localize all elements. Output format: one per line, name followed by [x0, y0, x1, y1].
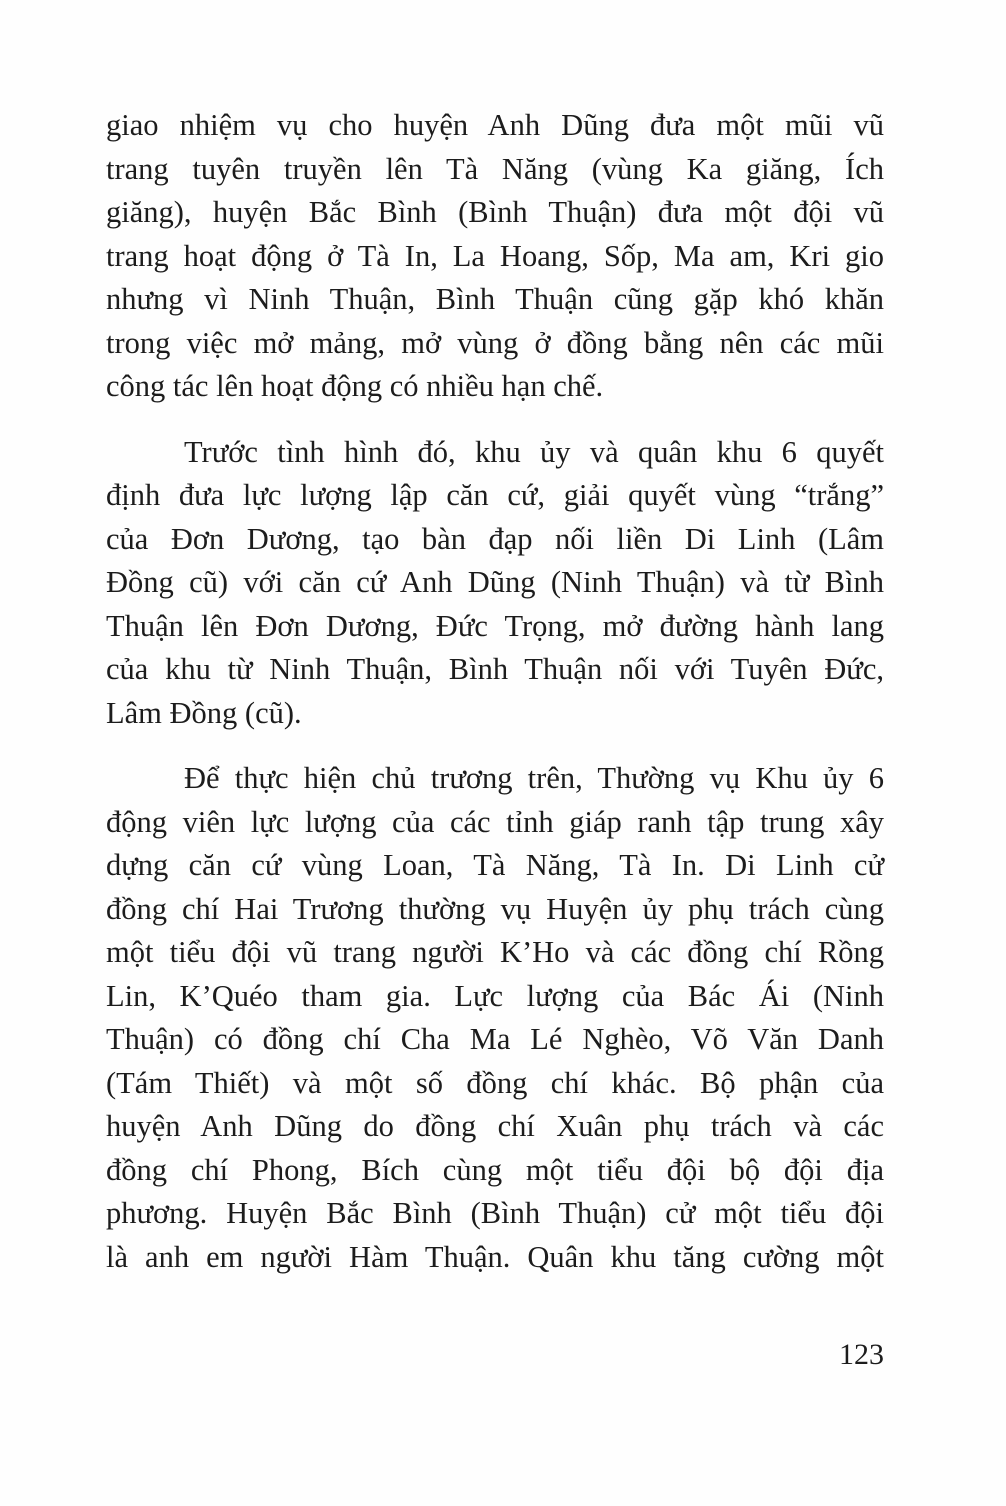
- paragraph-spacer: [106, 409, 884, 431]
- text-line: một tiểu đội vũ trang người K’Ho và các đồng chí Rồng: [106, 935, 884, 969]
- text-line: nhưng vì Ninh Thuận, Bình Thuận cũng gặp khó khăn: [106, 282, 884, 316]
- text-line: trang tuyên truyền lên Tà Năng (vùng Ka giăng, Ích: [106, 151, 884, 186]
- text-line: là anh em người Hàm Thuận. Quân khu tăng cường một: [106, 1239, 884, 1274]
- text-line: công tác lên hoạt động có nhiều hạn chế.: [106, 369, 604, 403]
- text-line: của Đơn Dương, tạo bàn đạp nối liền Di Linh (Lâm: [106, 521, 884, 556]
- text-line: đồng chí Hai Trương thường vụ Huyện ủy phụ trách cùng: [106, 891, 884, 926]
- text-line: giăng), huyện Bắc Bình (Bình Thuận) đưa một đội vũ: [106, 195, 884, 229]
- text-line: trong việc mở mảng, mở vùng ở đồng bằng nên các mũi: [106, 325, 884, 360]
- text-line: Để thực hiện chủ trương trên, Thường vụ Khu ủy 6: [184, 761, 884, 795]
- paragraph-3: [106, 757, 884, 1279]
- text-line: Thuận lên Đơn Dương, Đức Trọng, mở đường hành lang: [106, 608, 884, 643]
- text-line: đồng chí Phong, Bích cùng một tiểu đội bộ đội địa: [106, 1152, 884, 1187]
- paragraph-2: [106, 431, 884, 736]
- text-line: (Tám Thiết) và một số đồng chí khác. Bộ phận của: [106, 1065, 884, 1100]
- text-line: huyện Anh Dũng do đồng chí Xuân phụ trách và các: [106, 1109, 884, 1143]
- text-line: Thuận) có đồng chí Cha Ma Lé Nghèo, Võ Văn Danh: [106, 1022, 884, 1056]
- text-line: định đưa lực lượng lập căn cứ, giải quyết vùng “trắng”: [106, 478, 884, 512]
- text-line: Lâm Đồng (cũ).: [106, 695, 302, 730]
- text-line: giao nhiệm vụ cho huyện Anh Dũng đưa một mũi vũ: [106, 108, 884, 142]
- text-line: phương. Huyện Bắc Bình (Bình Thuận) cử một tiểu đội: [106, 1196, 884, 1230]
- text-line: Đồng cũ) với căn cứ Anh Dũng (Ninh Thuận) và từ Bình: [106, 565, 884, 599]
- text-line: động viên lực lượng của các tỉnh giáp ranh tập trung xây: [106, 804, 884, 839]
- paragraph-1: [106, 104, 884, 409]
- text-line: trang hoạt động ở Tà In, La Hoang, Sốp, Ma am, Kri gio: [106, 238, 884, 273]
- text-line: của khu từ Ninh Thuận, Bình Thuận nối với Tuyên Đức,: [106, 652, 884, 686]
- text-line: dựng căn cứ vùng Loan, Tà Năng, Tà In. Di Linh cử: [106, 848, 884, 882]
- body-text: [106, 104, 884, 1279]
- text-line: Trước tình hình đó, khu ủy và quân khu 6 quyết: [184, 434, 884, 469]
- page-number: 123: [839, 1338, 884, 1371]
- text-line: Lin, K’Quéo tham gia. Lực lượng của Bác Ái (Ninh: [106, 978, 884, 1013]
- paragraph-spacer: [106, 735, 884, 757]
